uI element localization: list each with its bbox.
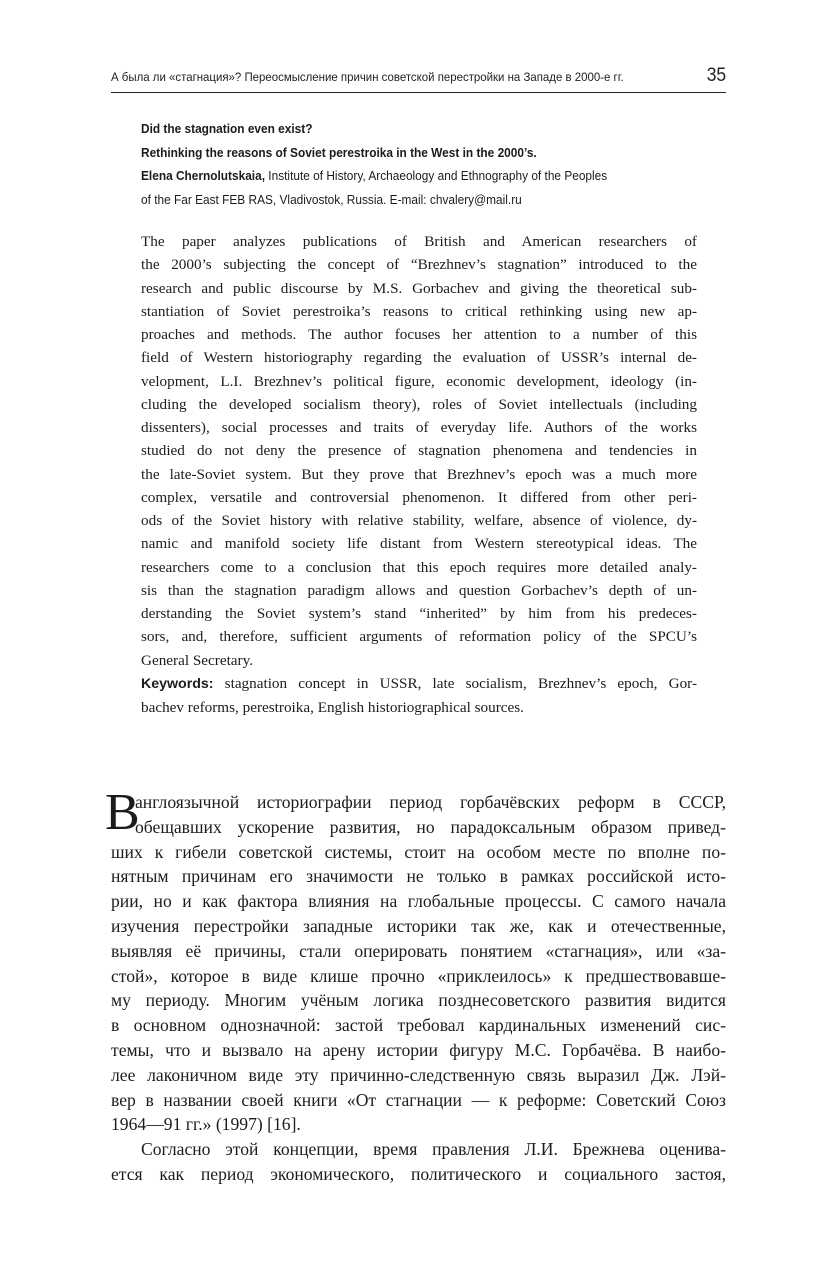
- abstract-line: namic and manifold society life distant from Western stereotypical ideas. The: [141, 535, 697, 553]
- abstract-line: ods of the Soviet history with relative stability, welfare, absence of violence, dy-: [141, 512, 697, 529]
- abstract-line: proaches and methods. The author focuses her attention to a number of this: [141, 326, 697, 343]
- body-line: англоязычной историографии период горбачёвских реформ в СССР,: [135, 792, 726, 812]
- abstract-line: velopment, L.I. Brezhnev’s political figure, economic development, ideology (in-: [141, 372, 697, 390]
- body-line: ших к гибели советской системы, стоит на особом месте по вполне по-: [111, 841, 726, 862]
- abstract-line: stantiation of Soviet perestroika’s reasons to critical rethinking using new ap-: [141, 302, 697, 320]
- body-line: вер в названии своей книги «От стагнации — к реформе: Советский Союз: [111, 1089, 726, 1110]
- body-line: стой», которое в виде клише прочно «приклеилось» к предшествовавше-: [111, 965, 726, 986]
- author-affiliation: Institute of History, Archaeology and Ethnography of the Peoples: [265, 168, 608, 183]
- page-number: 35: [706, 65, 726, 86]
- abstract-line: the late-Soviet system. But they prove that Brezhnev’s epoch was a much more: [141, 465, 697, 483]
- abstract-line: the 2000’s subjecting the concept of “Brezhnev’s stagnation” introduced to the: [141, 256, 697, 274]
- abstract-line: sors, and, therefore, sufficient arguments of reformation policy of the SPCU’s: [141, 628, 697, 646]
- body-line: изучения перестройки западные историки так же, как и отечественные,: [111, 915, 726, 936]
- body-line: Согласно этой концепции, время правления Л.И. Брежнева оценива-: [141, 1139, 726, 1160]
- body-line: выявляя её причины, стали оперировать понятием «стагнация», или «за-: [111, 940, 726, 961]
- body-line: нятным причинам его значимости не только в рамках российской исто-: [111, 866, 726, 887]
- keywords-text: stagnation concept in USSR, late socialism, Brezhnev’s epoch, Gor-: [213, 674, 697, 692]
- keywords-label: Keywords:: [141, 675, 214, 692]
- abstract-line: dissenters), social processes and traits of everyday life. Authors of the works: [141, 419, 697, 436]
- running-header: [111, 64, 726, 93]
- article-title-line-2: Rethinking the reasons of Soviet perestroika in the West in the 2000’s.: [141, 144, 537, 160]
- abstract-line: complex, versatile and controversial phenomenon. It differed from other peri-: [141, 488, 697, 506]
- author-affiliation-line-2: of the Far East FEB RAS, Vladivostok, Russia. E-mail: chvalery@mail.ru: [141, 191, 522, 207]
- running-title: А была ли «стагнация»? Переосмысление причин советской перестройки на Западе в 2000-е гг.: [111, 70, 624, 84]
- abstract-line: General Secretary.: [141, 651, 254, 669]
- abstract-line: sis than the stagnation paradigm allows and question Gorbachev’s depth of un-: [141, 581, 697, 599]
- abstract-line: cluding the developed socialism theory), roles of Soviet intellectuals (including: [141, 395, 697, 413]
- abstract-line: The paper analyzes publications of British and American researchers of: [141, 233, 697, 250]
- body-line: темы, что и вызвало на арену истории фигуру М.С. Горбачёва. В наибо-: [111, 1039, 726, 1060]
- body-line: в основном однозначной: застой требовал кардинальных изменений сис-: [111, 1015, 726, 1036]
- author-name: Elena Chernolutskaia,: [141, 168, 266, 183]
- body-line: обещавших ускорение развития, но парадоксальным образом привед-: [135, 816, 726, 837]
- article-title-line-1: Did the stagnation even exist?: [141, 121, 313, 136]
- abstract: [141, 230, 697, 719]
- abstract-line: research and public discourse by M.S. Gorbachev and giving the theoretical sub-: [141, 279, 697, 297]
- author-line: [141, 164, 654, 188]
- body-line: рии, но и как фактора влияния на глобальные процессы. С самого начала: [111, 891, 726, 912]
- abstract-line: researchers come to a conclusion that this epoch requires more detailed analy-: [141, 558, 697, 576]
- abstract-line: derstanding the Soviet system’s stand “inherited” by him from his predeces-: [141, 605, 697, 622]
- keywords-line-2: bachev reforms, perestroika, English historiographical sources.: [141, 699, 524, 716]
- body-line: ется как период экономического, политического и социального застоя,: [111, 1163, 726, 1184]
- abstract-line: field of Western historiography regarding the evaluation of USSR’s internal de-: [141, 349, 697, 367]
- body-line: 1964—91 гг.» (1997) [16].: [111, 1114, 301, 1135]
- drop-cap: В: [105, 784, 140, 841]
- abstract-line: studied do not deny the presence of stagnation phenomena and tendencies in: [141, 442, 697, 460]
- body-line: му периоду. Многим учёным логика позднесоветского развития видится: [111, 990, 726, 1011]
- body-text: [111, 790, 726, 1187]
- keywords-line: [141, 672, 697, 696]
- body-line: лее лаконичном виде эту причинно-следственную связь выразил Дж. Лэй-: [111, 1064, 726, 1085]
- article-meta: [141, 117, 711, 211]
